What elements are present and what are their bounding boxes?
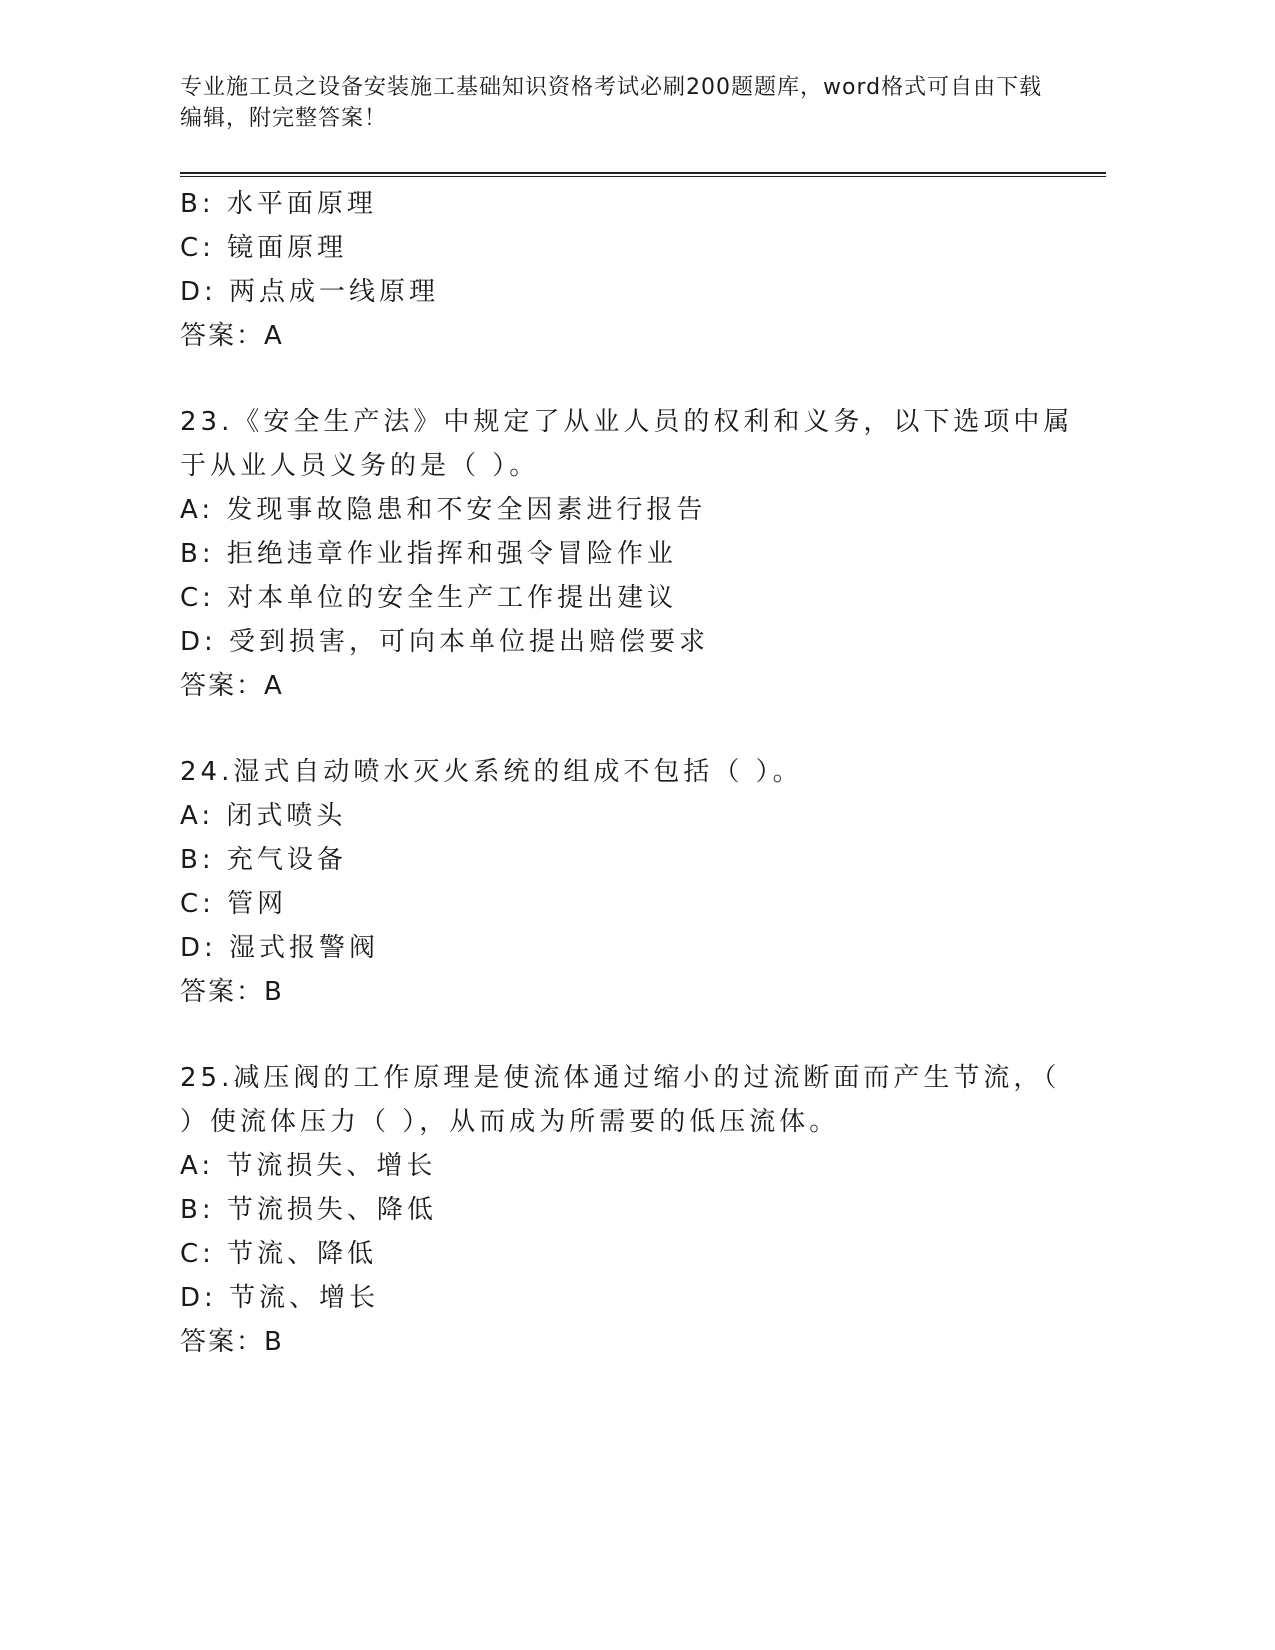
answer-line: 答案：A [180,321,284,351]
option-c: C: 节流、降低 [180,1239,378,1269]
option-d: D: 湿式报警阀 [180,933,380,963]
option-a: A: 节流损失、增长 [180,1151,437,1181]
option-c: C: 镜面原理 [180,233,348,263]
option-a: A: 发现事故隐患和不安全因素进行报告 [180,495,707,525]
option-c: C: 管网 [180,889,288,919]
question-block-24 [180,750,1080,1014]
answer-line: 答案：B [180,977,284,1007]
option-b: B: 充气设备 [180,845,347,875]
option-d: D: 受到损害，可向本单位提出赔偿要求 [180,627,710,657]
option-d: D: 节流、增长 [180,1283,380,1313]
answer-line: 答案：A [180,671,284,701]
answer-line: 答案：B [180,1327,284,1357]
option-b: B: 节流损失、降低 [180,1195,437,1225]
option-c: C: 对本单位的安全生产工作提出建议 [180,583,678,613]
question-list [180,182,1080,1364]
option-b: B: 水平面原理 [180,189,377,219]
header-divider [180,172,1106,177]
option-b: B: 拒绝违章作业指挥和强令冒险作业 [180,539,677,569]
question-block-23 [180,400,1080,708]
question-stem: 25.减压阀的工作原理是使流体通过缩小的过流断面而产生节流，（ ）使流体压力（ ），从而成为所需要的低压流体。 [180,1063,1061,1137]
question-stem: 24.湿式自动喷水灭火系统的组成不包括（ ）。 [180,757,803,787]
page-header: 专业施工员之设备安装施工基础知识资格考试必刷200题题库，word格式可自由下载编辑，附完整答案！ [180,75,1043,131]
option-d: D: 两点成一线原理 [180,277,440,307]
option-a: A: 闭式喷头 [180,801,347,831]
question-stem: 23.《安全生产法》中规定了从业人员的权利和义务，以下选项中属于从业人员义务的是（ ）。 [180,407,1074,481]
question-block-25 [180,1056,1080,1364]
question-block-22 [180,182,1080,358]
